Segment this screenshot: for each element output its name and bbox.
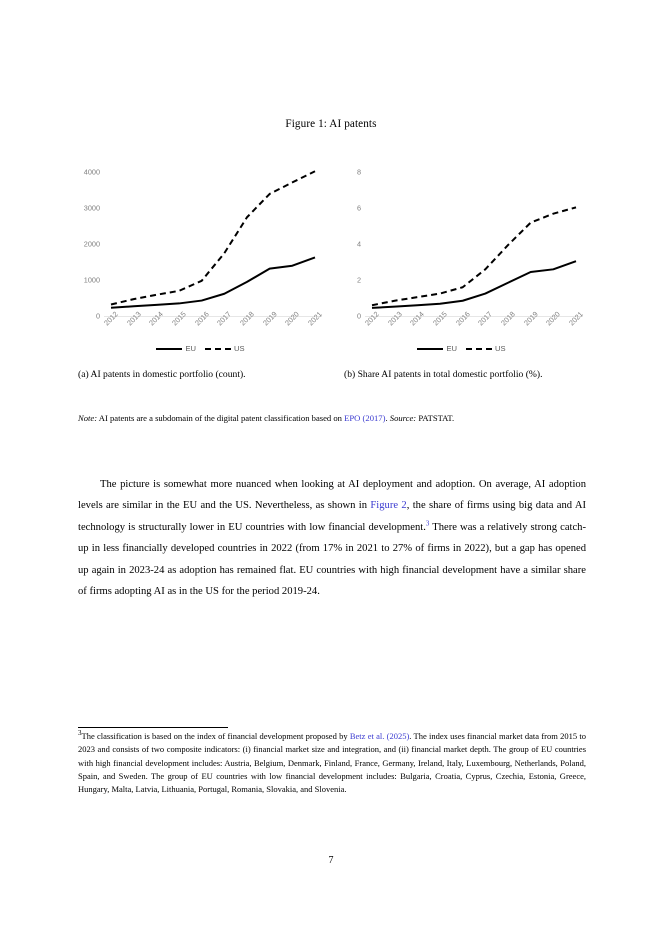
body-text-a: The picture is somewhat more nuanced when looking at AI deployment and adoption. On average, AI adoption levels are similar in the EU and the US. Nevertheless, as shown in [78, 479, 586, 512]
body-text-b: , the share of firms using big data and AI technology is structurally lower in EU countries with low financial development. [78, 500, 586, 533]
footnote-number: 3 [78, 729, 82, 738]
legend-line-dashed-icon [466, 348, 492, 350]
x-tick-label: 2013 [124, 309, 143, 328]
figure-title: Figure 1: AI patents [285, 118, 377, 130]
y-tick-label: 2 [356, 275, 361, 285]
source-label: Source: [389, 413, 417, 423]
legend-label-eu: EU [446, 344, 457, 353]
subcaption-a: (a) AI patents in domestic portfolio (count). [78, 369, 246, 380]
figure-subcaptions [78, 368, 588, 382]
footnote-text-a: The classification is based on the index of financial development proposed by [81, 731, 350, 741]
figure-note [78, 412, 586, 425]
x-tick-label: 2016 [192, 309, 211, 328]
y-tick-label: 8 [356, 167, 361, 177]
legend-line-dashed-icon [205, 348, 231, 350]
subcaption-b: (b) Share AI patents in total domestic portfolio (%). [344, 369, 543, 380]
legend-item-eu [156, 344, 196, 353]
x-tick-label: 2020 [283, 309, 302, 328]
x-tick-label: 2014 [147, 309, 166, 328]
link-figure-2[interactable]: Figure 2 [370, 500, 407, 512]
legend-item-us [205, 344, 245, 353]
series-line-eu [111, 257, 315, 307]
x-tick-label: 2014 [408, 309, 427, 328]
chart-b-plot-area [365, 158, 583, 316]
chart-a-y-axis [70, 158, 100, 321]
legend-label-us: US [234, 344, 245, 353]
legend-line-solid-icon [417, 348, 443, 350]
legend-label-us: US [495, 344, 506, 353]
chart-b-legend [331, 344, 592, 353]
y-tick-label: 4000 [83, 167, 100, 177]
x-tick-label: 2015 [170, 309, 188, 328]
footnote-text-b: . [409, 731, 414, 741]
note-link-year[interactable]: (2017) [362, 413, 386, 423]
y-tick-label: 2000 [83, 239, 100, 249]
y-tick-label: 1000 [83, 275, 100, 285]
legend-item-us [466, 344, 506, 353]
y-tick-label: 0 [356, 311, 361, 321]
y-tick-label: 6 [356, 203, 361, 213]
x-tick-label: 2012 [363, 309, 381, 328]
body-paragraph [78, 474, 586, 602]
chart-lines [365, 158, 583, 316]
x-tick-label: 2018 [238, 309, 256, 328]
x-tick-label: 2021 [567, 309, 585, 328]
page-number: 7 [328, 855, 334, 866]
note-text-1: AI patents are a subdomain of the digital patent classification based on [98, 413, 342, 423]
x-tick-label: 2018 [499, 309, 517, 328]
x-tick-label: 2021 [306, 309, 324, 328]
legend-line-solid-icon [156, 348, 182, 350]
footnote-text-c: The index uses financial market data from 2015 to 2023 and consists of two composite indicators: (i) financial market size and integration, and (ii) financial market depth. The group of EU countries with high financial development includes: Austria, Belgium, Denmark, Finland, France, Germany, Ireland, Italy, Luxembourg, Netherlands, Poland, Spain, and Sweden. The group of EU countries with low financial development includes: Bulgaria, Croatia, Cyprus, Czechia, Estonia, Greece, Hungary, Malta, Latvia, Lithuania, Portugal, Romania, Slovakia, and Slovenia. [78, 731, 586, 794]
x-tick-label: 2017 [215, 309, 234, 328]
x-tick-label: 2012 [102, 309, 120, 328]
series-line-us [111, 171, 315, 304]
chart-b [331, 152, 592, 352]
series-line-us [372, 207, 576, 305]
chart-lines [104, 158, 322, 316]
note-label: Note: [78, 413, 98, 423]
footnote-marker-link[interactable]: 3 [425, 519, 430, 528]
x-tick-label: 2013 [385, 309, 404, 328]
legend-item-eu [417, 344, 457, 353]
footnote-rule [78, 727, 228, 728]
source-text: PATSTAT. [418, 413, 455, 423]
series-line-eu [372, 261, 576, 308]
note-link-epo[interactable]: EPO [344, 413, 361, 423]
note-text-2: . [385, 413, 388, 423]
chart-a-legend [70, 344, 331, 353]
x-tick-label: 2019 [260, 309, 279, 328]
x-tick-label: 2019 [521, 309, 540, 328]
legend-label-eu: EU [185, 344, 196, 353]
y-tick-label: 0 [95, 311, 100, 321]
x-tick-label: 2020 [544, 309, 563, 328]
x-tick-label: 2016 [453, 309, 472, 328]
footnote-link-year[interactable]: (2025) [386, 731, 410, 741]
y-tick-label: 3000 [83, 203, 100, 213]
footnote-3 [78, 730, 586, 796]
x-tick-label: 2015 [431, 309, 449, 328]
figure-charts [70, 152, 592, 352]
chart-a [70, 152, 331, 352]
x-tick-label: 2017 [476, 309, 495, 328]
body-text-c: There was a relatively strong catch-up in less financially developed countries in 2022 (from 17% in 2021 to 27% of firms in 2022), but a gap has opened up again in 2023-24 as adoption has remained flat. EU countries with high financial development have a similar share of firms adopting AI as in the US for the period 2019-24. [78, 521, 586, 597]
y-tick-label: 4 [356, 239, 361, 249]
footnote-link-betz[interactable]: Betz et al. [349, 731, 385, 741]
chart-b-y-axis [331, 158, 361, 321]
chart-a-plot-area [104, 158, 322, 316]
